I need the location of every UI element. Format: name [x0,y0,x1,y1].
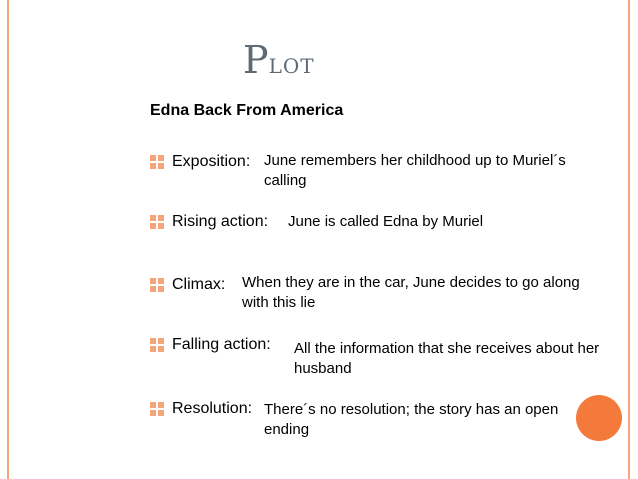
item-text-line: husband [294,360,352,377]
item-text-falling-action [294,339,599,379]
item-text-line: ending [264,421,310,438]
item-text-line: with this lie [242,294,316,311]
item-label-climax: Climax: [172,276,226,293]
title-first-letter: P [243,38,269,82]
item-label-resolution: Resolution: [172,400,253,417]
checkerboard-bullet-icon [150,155,164,169]
item-text-line: All the information that she receives about her [294,340,600,357]
checkerboard-bullet-icon [150,278,164,292]
item-text-line: June remembers her childhood up to Muriel´s [264,152,566,169]
item-label-rising-action: Rising action: [172,213,269,230]
item-text-line: When they are in the car, June decides to go along [242,274,580,291]
item-text-exposition [264,151,566,191]
item-text-climax [242,273,580,313]
item-text-line: calling [264,172,307,189]
checkerboard-bullet-icon [150,215,164,229]
right-accent-rule [628,0,630,479]
left-accent-rule [7,0,9,479]
item-text-line: June is called Edna by Muriel [288,213,484,230]
item-text-resolution [264,400,558,440]
item-label-falling-action: Falling action: [172,336,271,353]
checkerboard-bullet-icon [150,402,164,416]
slide-subtitle: Edna Back From America [150,102,344,119]
item-text-line: There´s no resolution; the story has an open [264,401,559,418]
slide-title [243,38,443,88]
item-label-exposition: Exposition: [172,153,251,170]
checkerboard-bullet-icon [150,338,164,352]
item-text-rising-action [288,212,483,232]
title-rest: lot [268,47,315,80]
orange-circle-decoration [576,395,622,441]
